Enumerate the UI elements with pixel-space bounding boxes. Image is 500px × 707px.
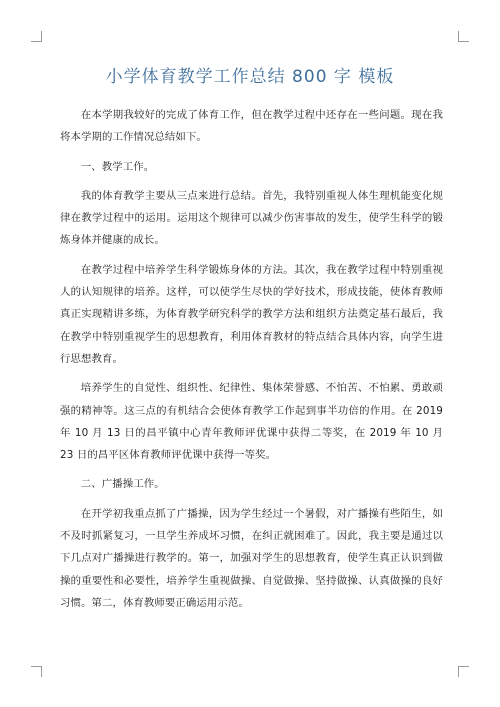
crop-mark-top-right: [458, 31, 469, 42]
document-body: [60, 104, 443, 621]
section-heading-teaching: 一、教学工作。: [80, 160, 155, 173]
paragraph-student-qualities: 培养学生的自觉性、组织性、纪律性、集体荣誉感、不怕苦、不怕累、勇敢顽强的精神等。这三点的有机结合会使体育教学工作起到事半功倍的作用。在 2019 年 10 月 13 日的昌平镇中心青年教师评优课中获得二等奖，在 2019 年 10 月 23 日的昌平区体育教师评优课中获得一等奖。: [60, 382, 443, 462]
paragraph-teaching-methods: 在教学过程中培养学生科学锻炼身体的方法。其次，我在教学过程中特别重视人的认知规律的培养。这样，可以使学生尽快的学好技术，形成技能，使体育教师真正实现精讲多练，为体育教学研究科学的教学方法和组织方法奠定基石最后，我在教学中特别重视学生的思想教育，利用体育教材的特点结合具体内容，向学生进行思想教育。: [60, 263, 443, 365]
crop-mark-bottom-left: [31, 666, 42, 677]
paragraph-intro: 在本学期我较好的完成了体育工作，但在教学过程中还存在一些问题。现在我将本学期的工作情况总结如下。: [60, 109, 443, 144]
document-title: 小学体育教学工作总结 800 字 模板: [105, 67, 395, 87]
paragraph-exercises: 在开学初我重点抓了广播操，因为学生经过一个暑假，对广播操有些陌生，如不及时抓紧复习，一旦学生养成坏习惯，在纠正就困难了。因此，我主要是通过以下几点对广播操进行教学的。第一，加强对学生的思想教育，使学生真正认识到做操的重要性和必要性，培养学生重视做操、自觉做操、坚持做操、认真做操的良好习惯。第二，体育教师要正确运用示范。: [60, 507, 443, 609]
crop-mark-top-left: [31, 31, 42, 42]
section-heading-exercises: 二、广播操工作。: [80, 478, 165, 491]
crop-mark-bottom-right: [458, 666, 469, 677]
paragraph-teaching-summary: 我的体育教学主要从三点来进行总结。首先，我特别重视人体生理机能变化规律在教学过程中的运用。运用这个规律可以减少伤害事故的发生，使学生科学的锻炼身体并健康的成长。: [60, 189, 443, 247]
